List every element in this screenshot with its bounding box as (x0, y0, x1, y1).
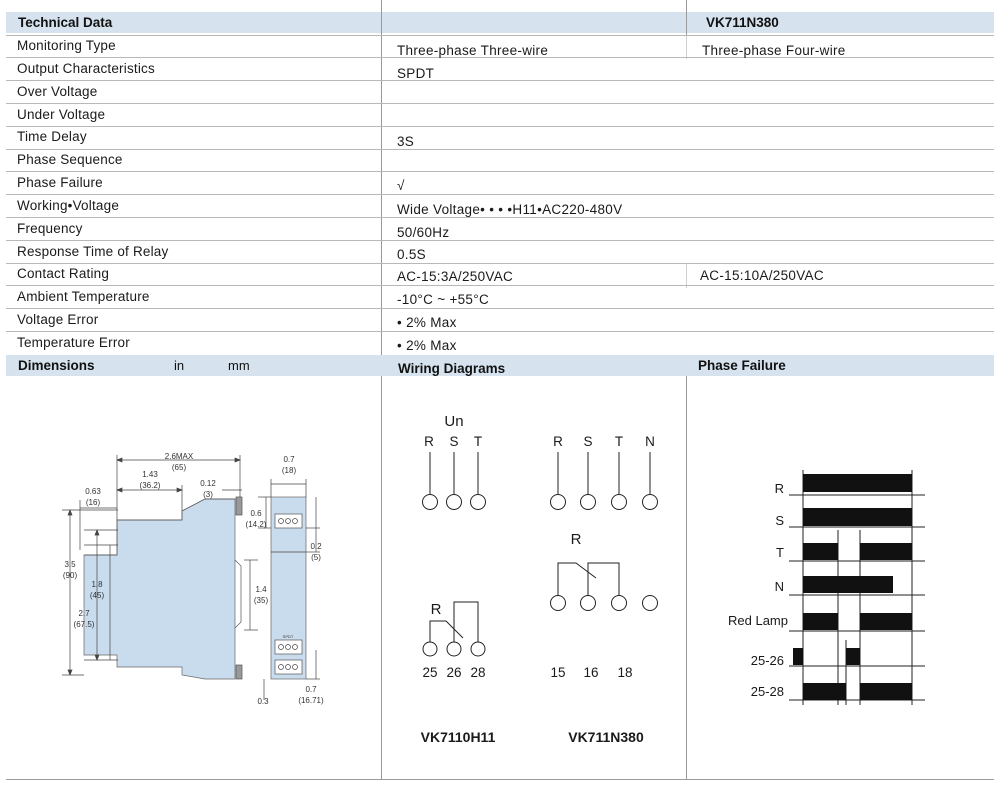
spec-label-time-delay: Time Delay (17, 129, 87, 144)
spec-value2-monitoring-type: Three-phase Four-wire (702, 43, 846, 58)
spec-label-working-voltage: Working•Voltage (17, 198, 120, 213)
wiring-right-contact-extra (643, 596, 658, 611)
spec-value-voltage-error: • 2% Max (397, 315, 457, 330)
wiring-left-relay-label: R (430, 601, 442, 618)
dim-w1: 1.43 (142, 470, 158, 479)
column-divider-2-row1 (686, 35, 687, 59)
dim-h1: 1.8 (91, 580, 103, 589)
spdt-marking: SPDT (282, 634, 294, 639)
dim-side-c-mm: (35) (253, 596, 269, 605)
phase-failure-diagram (687, 380, 995, 778)
dim-side-c: 1.4 (255, 585, 267, 594)
spec-value-monitoring-type: Three-phase Three-wire (397, 43, 549, 58)
phase-label-r: R (774, 481, 784, 496)
phase-label-s: S (775, 513, 784, 528)
dim-total-width: 2.6MAX (164, 452, 194, 461)
dim-side-b: 0.2 (310, 542, 322, 551)
wiring-left-terminal-s (447, 495, 462, 510)
spec-label-response-time: Response Time of Relay (17, 244, 169, 259)
section-header-band (6, 355, 994, 376)
wiring-left-terminal-t (471, 495, 486, 510)
phase-label-25-28: 25-28 (750, 684, 784, 699)
wiring-right-terminal-t (612, 495, 627, 510)
wiring-left-phase-r: R (424, 434, 434, 449)
dim-side-d-mm: (16.71) (298, 696, 324, 705)
dim-w2-mm: (16) (85, 498, 101, 507)
spec-value-frequency: 50/60Hz (397, 225, 450, 240)
wiring-right-contact-16 (581, 596, 596, 611)
wiring-left-contact-28 (471, 642, 485, 656)
wiring-right-term-15: 15 (550, 665, 566, 680)
spec-value2-contact-rating: AC-15:10A/250VAC (700, 268, 824, 283)
dim-side-a-mm: (14.2) (245, 520, 267, 529)
dim-h-total-mm: (90) (62, 571, 78, 580)
column-divider-2-top (686, 0, 687, 35)
spec-label-monitoring-type: Monitoring Type (17, 38, 116, 53)
spec-label-under-voltage: Under Voltage (17, 107, 106, 122)
wiring-left-term-26: 26 (446, 665, 462, 680)
wiring-diagrams-title: Wiring Diagrams (398, 361, 506, 376)
wiring-left-terminal-r (423, 495, 438, 510)
wiring-left-contact-25 (423, 642, 437, 656)
spec-value-temperature-error: • 2% Max (397, 338, 457, 353)
dim-side-b-mm: (5) (311, 553, 321, 562)
dimensions-unit-in: in (174, 358, 185, 373)
wiring-right-phase-s: S (583, 434, 593, 449)
spec-value-working-voltage: Wide Voltage• • • •H11•AC220-480V (397, 202, 623, 217)
dimensions-unit-mm: mm (228, 358, 250, 373)
phase-label-red-lamp: Red Lamp (728, 613, 788, 628)
phase-failure-title: Phase Failure (698, 358, 786, 373)
spec-value-ambient-temp: -10°C ~ +55°C (397, 292, 489, 307)
spec-label-voltage-error: Voltage Error (17, 312, 99, 327)
wiring-diagrams (382, 380, 686, 778)
wiring-right-term-16: 16 (583, 665, 599, 680)
dim-total-width-mm: (65) (171, 463, 187, 472)
technical-data-title: Technical Data (18, 15, 113, 30)
phase-label-t: T (776, 545, 784, 560)
dim-w2: 0.63 (85, 487, 101, 496)
spec-label-output: Output Characteristics (17, 61, 155, 76)
dim-h1-mm: (45) (89, 591, 105, 600)
dimensions-drawing (0, 380, 380, 770)
spec-value-phase-failure: √ (397, 178, 405, 193)
wiring-un-label: Un (444, 413, 464, 430)
wiring-right-terminal-r (551, 495, 566, 510)
wiring-right-terminal-n (643, 495, 658, 510)
dim-side-width: 0.7 (283, 455, 295, 464)
spec-value-contact-rating: AC-15:3A/250VAC (397, 269, 514, 284)
model-title: VK711N380 (706, 15, 779, 30)
wiring-left-model: VK7110H11 (420, 729, 496, 745)
dim-w1-mm: (36.2) (139, 481, 161, 490)
wiring-right-phase-t: T (614, 434, 624, 449)
wiring-left-phase-t: T (473, 434, 483, 449)
wiring-right-contact-18 (612, 596, 627, 611)
dim-h2-mm: (67.5) (73, 620, 95, 629)
wiring-left-term-28: 28 (470, 665, 486, 680)
spec-label-phase-failure: Phase Failure (17, 175, 103, 190)
dimensions-title: Dimensions (18, 358, 95, 373)
wiring-right-terminal-s (581, 495, 596, 510)
wiring-right-contact-15 (551, 596, 566, 611)
spec-label-over-voltage: Over Voltage (17, 84, 98, 99)
spec-label-frequency: Frequency (17, 221, 83, 236)
wiring-right-relay-label: R (570, 531, 582, 548)
spec-value-response-time: 0.5S (397, 247, 426, 262)
technical-data-header (6, 12, 994, 33)
wiring-right-term-18: 18 (617, 665, 633, 680)
wiring-right-phase-r: R (553, 434, 563, 449)
dim-h2: 2.7 (78, 609, 90, 618)
spec-label-temperature-error: Temperature Error (17, 335, 130, 350)
spec-label-contact-rating: Contact Rating (17, 266, 110, 281)
wiring-right-model: VK711N380 (568, 729, 644, 745)
phase-label-n: N (774, 579, 784, 594)
dim-w3: 0.12 (200, 479, 216, 488)
phase-label-25-26: 25-26 (750, 653, 784, 668)
spec-value-output: SPDT (397, 66, 435, 81)
dim-w3-mm: (3) (203, 490, 213, 499)
dim-side-a: 0.6 (250, 509, 262, 518)
wiring-right-phase-n: N (645, 434, 655, 449)
spec-label-phase-sequence: Phase Sequence (17, 152, 123, 167)
dim-side-e: 0.3 (257, 697, 269, 706)
spec-label-ambient-temp: Ambient Temperature (17, 289, 150, 304)
wiring-left-contact-26 (447, 642, 461, 656)
dim-side-d: 0.7 (305, 685, 317, 694)
wiring-left-term-25: 25 (422, 665, 438, 680)
wiring-left-phase-s: S (449, 434, 459, 449)
dim-h-total: 3.5 (64, 560, 76, 569)
spec-value-time-delay: 3S (397, 134, 415, 149)
dim-side-width-mm: (18) (281, 466, 297, 475)
